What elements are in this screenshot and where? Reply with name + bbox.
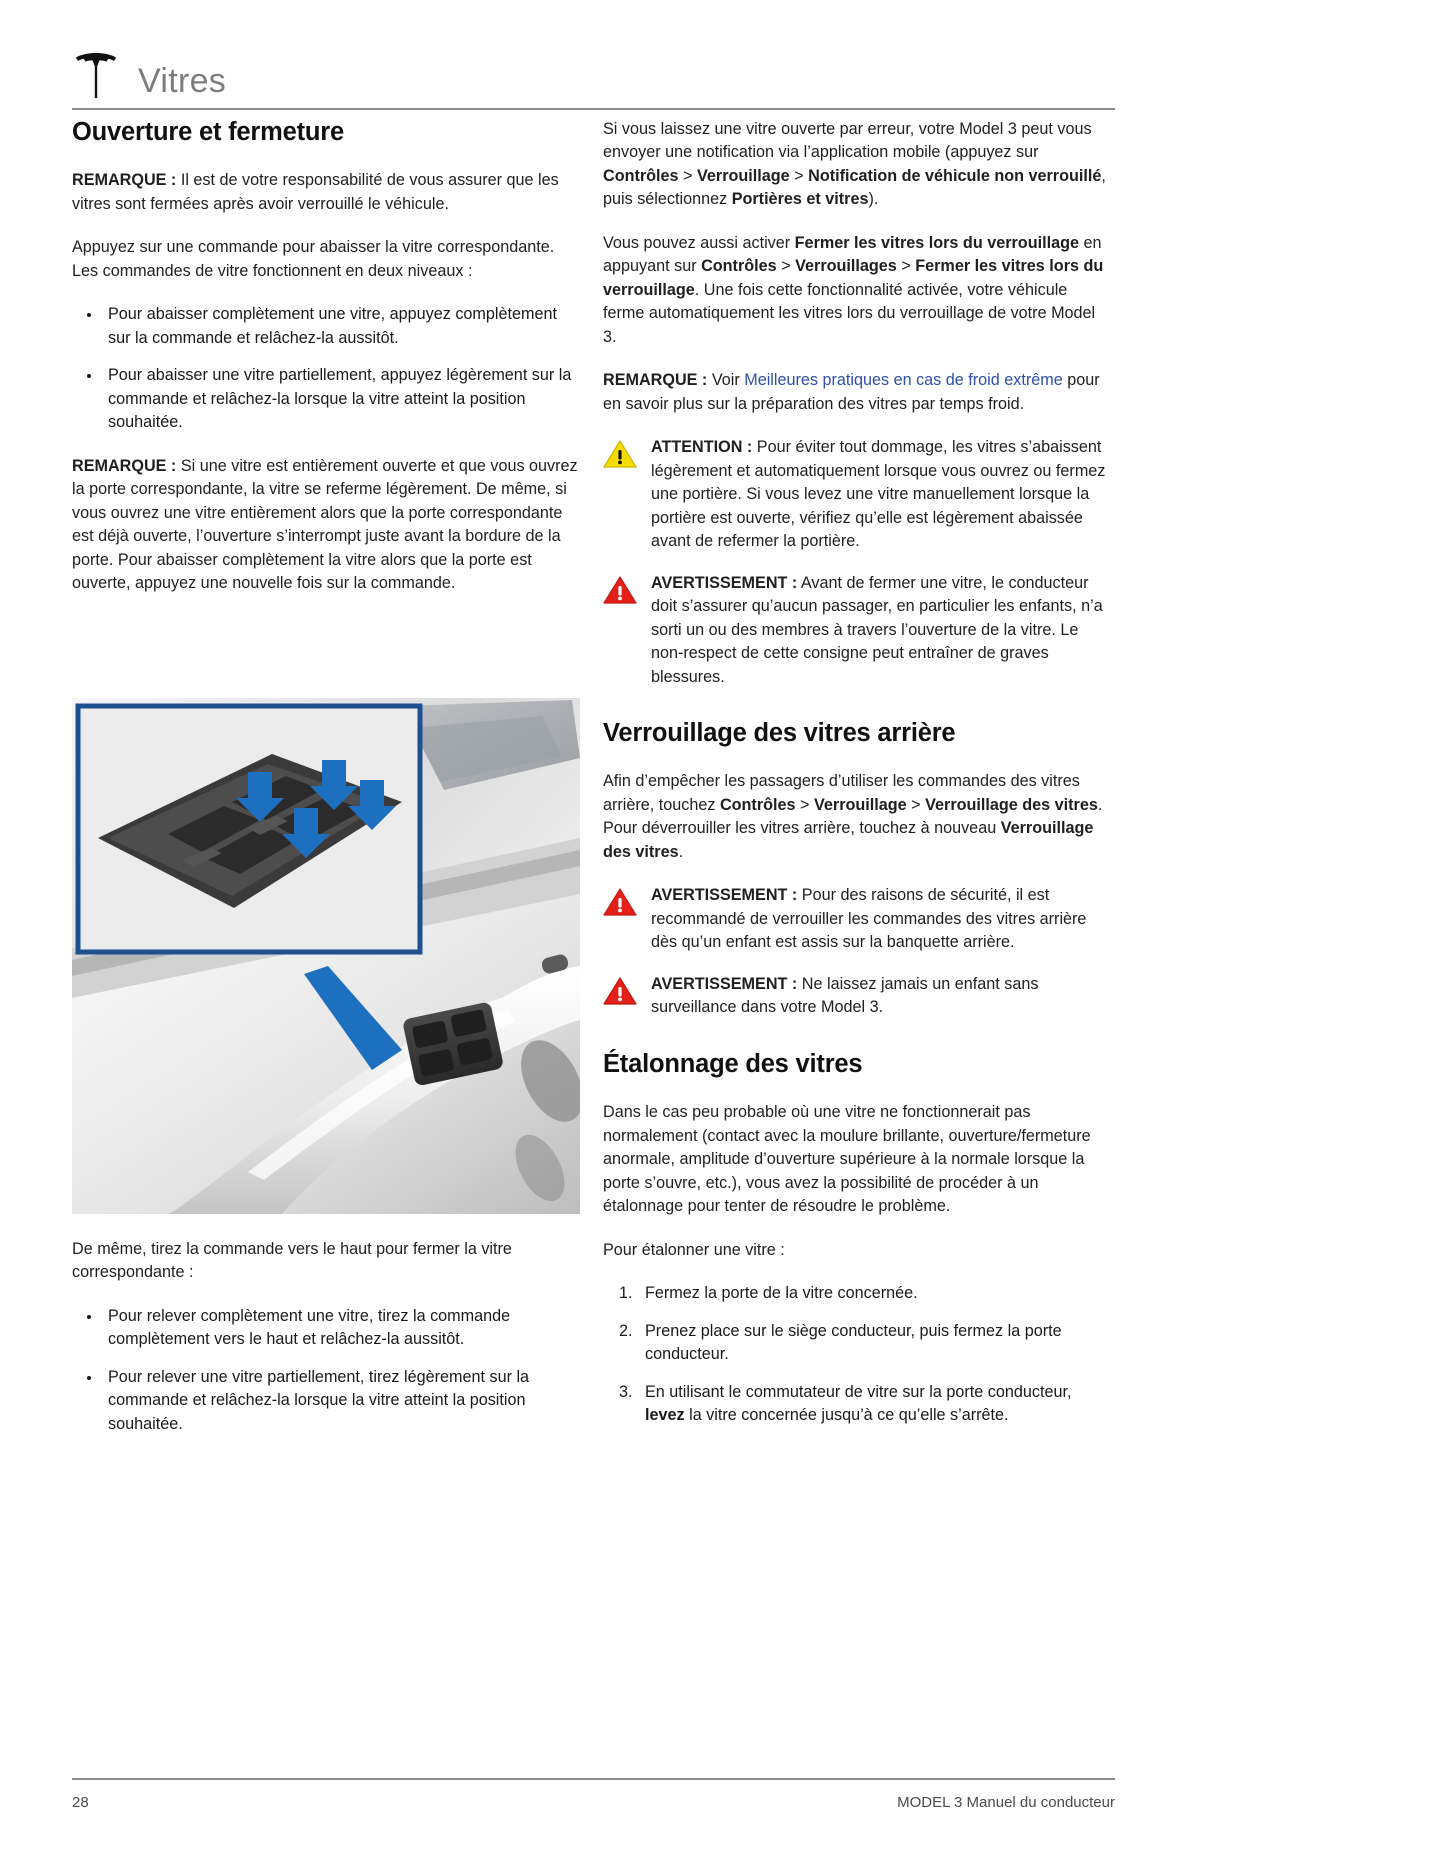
- callout-avertissement-3: [603, 973, 1111, 1020]
- page-title: Vitres: [138, 62, 227, 100]
- list-item: • Pour relever une vitre partiellement, tirez légèrement sur la commande et relâchez-la lorsque la vitre atteint la position souhaitée.: [102, 1366, 580, 1436]
- link-meilleures-pratiques-froid-extreme[interactable]: Meilleures pratiques en cas de froid extrême: [744, 371, 1063, 390]
- warning-triangle-icon: [603, 575, 637, 605]
- callout-avertissement-3-text: [651, 973, 1111, 1020]
- door-window-switch-photo: [72, 698, 580, 1214]
- warning-triangle-icon: [603, 887, 637, 917]
- paragraph-pour-etalonner: Pour étalonner une vitre :: [603, 1240, 785, 1259]
- remarque-pre: Voir: [707, 371, 745, 390]
- paragraph-remarque-2: [72, 455, 580, 596]
- callout-attention: [603, 436, 1111, 553]
- paragraph-verrouillage-arriere: Afin d’empêcher les passagers d’utiliser les commandes des vitres arrière, touchez Contrôles > Verrouillage > Verrouillage des vitres. Pour déverrouiller les vitres arrière, touchez à nouveau Verrouillage des vitres.: [603, 772, 1103, 861]
- warning-triangle-icon: [603, 976, 637, 1006]
- attention-label: ATTENTION :: [651, 438, 753, 457]
- avertissement-label: AVERTISSEMENT :: [651, 886, 798, 905]
- remarque-post: pour en savoir plus sur la préparation des vitres par temps froid.: [603, 371, 1100, 413]
- avertissement-label: AVERTISSEMENT :: [651, 974, 798, 993]
- figure-illustration: [72, 698, 580, 1214]
- heading-ouverture-et-fermeture: Ouverture et fermeture: [72, 118, 344, 146]
- list-item: • Pour abaisser une vitre partiellement, appuyez légèrement sur la commande et relâchez-la lorsque la vitre atteint la position souhaitée.: [102, 364, 580, 434]
- paragraph-de-meme: De même, tirez la commande vers le haut pour fermer la vitre correspondante :: [72, 1240, 512, 1282]
- callout-avertissement-2: [603, 884, 1111, 954]
- paragraph-remarque-1: [72, 169, 580, 216]
- heading-etalonnage-des-vitres: Étalonnage des vitres: [603, 1049, 863, 1078]
- bullet-list-abaisser: [72, 303, 580, 434]
- page-number: 28: [72, 1794, 89, 1811]
- paragraph-fermer-vitres-verrouillage: Vous pouvez aussi activer Fermer les vitres lors du verrouillage en appuyant sur Contrôles > Verrouillages > Fermer les vitres lors du verrouillage. Une fois cette fonctionnalité activée, votre véhicule ferme automatiquement les vitres lors du verrouillage de votre Model 3.: [603, 233, 1104, 346]
- attention-body: Pour éviter tout dommage, les vitres s’abaissent légèrement et automatiquement lorsque vous ouvrez ou fermez une portière. Si vous levez une vitre manuellement lorsque la portière est ouverte, vérifiez qu’elle est légèrement abaissée avant de refermer la portière.: [651, 438, 1106, 551]
- left-column-lower: [72, 1238, 580, 1456]
- manual-title: MODEL 3 Manuel du conducteur: [897, 1794, 1115, 1811]
- paragraph-etalonnage-intro: Dans le cas peu probable où une vitre ne fonctionnerait pas normalement (contact avec la moulure brillante, ouverture/fermeture anormale, amplitude d’ouverture supérieure à la normale lorsque la porte s’ouvre, etc.), vous avez la possibilité de procéder à un étalonnage pour tenter de résoudre le problème.: [603, 1103, 1091, 1216]
- avertissement-label: AVERTISSEMENT :: [651, 573, 798, 592]
- list-item: • Pour relever complètement une vitre, tirez la commande complètement vers le haut et relâchez-la aussitôt.: [102, 1305, 580, 1352]
- page-header: [72, 40, 1115, 110]
- avertissement-body: Ne laissez jamais un enfant sans surveillance dans votre Model 3.: [651, 974, 1039, 1017]
- avertissement-body: Pour des raisons de sécurité, il est recommandé de verrouiller les commandes des vitres arrière dès qu’un enfant est assis sur la banquette arrière.: [651, 886, 1087, 952]
- ordered-list-etalonnage: [603, 1282, 1111, 1427]
- remarque-label: REMARQUE :: [603, 371, 708, 390]
- right-column: [603, 118, 1111, 1447]
- list-item: 3. En utilisant le commutateur de vitre sur la porte conducteur, levez la vitre concernée jusqu’à ce qu’elle s’arrête.: [637, 1381, 1111, 1428]
- list-item: • Pour abaisser complètement une vitre, appuyez complètement sur la commande et relâchez-la aussitôt.: [102, 303, 580, 350]
- remarque-label: REMARQUE :: [72, 171, 177, 190]
- paragraph-appuyez: Appuyez sur une commande pour abaisser la vitre correspondante. Les commandes de vitre fonctionnent en deux niveaux :: [72, 238, 555, 280]
- bullet-list-relever: [72, 1305, 580, 1436]
- paragraph-notification: Si vous laissez une vitre ouverte par erreur, votre Model 3 peut vous envoyer une notification via l’application mobile (appuyez sur Contrôles > Verrouillage > Notification de véhicule non verrouillé, puis sélectionnez Portières et vitres).: [603, 120, 1106, 209]
- callout-attention-text: [651, 436, 1111, 553]
- callout-avertissement-2-text: [651, 884, 1111, 954]
- callout-avertissement-1-text: [651, 572, 1111, 689]
- remarque-text: Il est de votre responsabilité de vous assurer que les vitres sont fermées après avoir verrouillé le véhicule.: [72, 171, 559, 213]
- list-item: 2. Prenez place sur le siège conducteur, puis fermez la porte conducteur.: [637, 1320, 1111, 1367]
- list-item: 1. Fermez la porte de la vitre concernée.: [637, 1282, 1111, 1305]
- tesla-logo: [72, 50, 120, 102]
- remarque-label: REMARQUE :: [72, 456, 177, 475]
- heading-verrouillage-vitres-arriere: Verrouillage des vitres arrière: [603, 719, 956, 748]
- callout-avertissement-1: [603, 572, 1111, 689]
- avertissement-body: Avant de fermer une vitre, le conducteur doit s’assurer qu’aucun passager, en particulier les enfants, n’a sorti un ou des membres à travers l’ouverture de la vitre. Le non-respect de cette consigne peut entraîner de graves blessures.: [651, 573, 1103, 686]
- page-footer: [72, 1778, 1115, 1811]
- caution-triangle-icon: [603, 439, 637, 469]
- left-column: [72, 118, 580, 616]
- remarque-text: Si une vitre est entièrement ouverte et que vous ouvrez la porte correspondante, la vitre se referme légèrement. De même, si vous ouvrez une vitre entièrement alors que la porte correspondante est déjà ouverte, l’ouverture s’interrompt juste avant la bordure de la porte. Pour abaisser complètement la vitre alors que la porte est ouverte, appuyez une nouvelle fois sur la commande.: [72, 456, 578, 593]
- paragraph-remarque-froid: [603, 369, 1111, 416]
